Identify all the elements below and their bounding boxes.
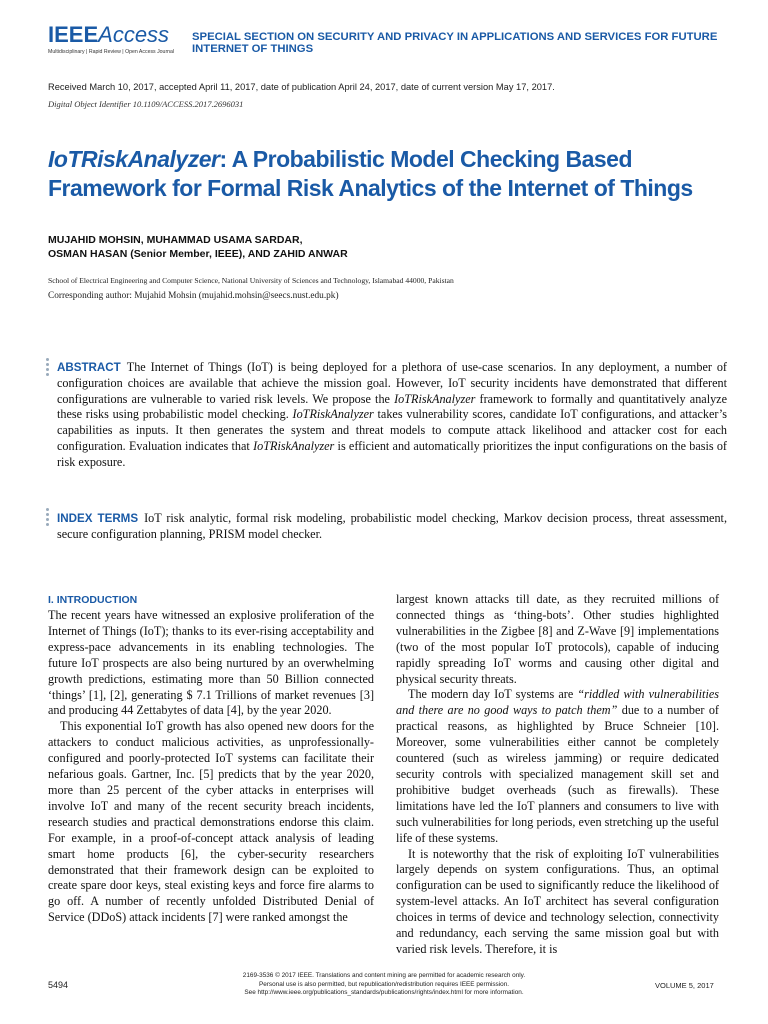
index-terms (57, 511, 727, 543)
copyright-line: 2169-3536 © 2017 IEEE. Translations and content mining are permitted for academic research only. (242, 972, 526, 979)
page-number: 5494 (48, 980, 69, 990)
paragraph: This exponential IoT growth has also opened new doors for the attackers to conduct malicious activities, as unprofessionally-configured and poorly-protected IoT systems can facilitate their nefarious goals. Gartner, Inc. [5] predicts that by the year 2020, more than 25 percent of the cyber attacks in enterprises will involve IoT and many of the recent security breach incidents, research studies and practical demonstrations endorse this claim. For example, in a proof-of-concept attack analysis of leading smart home products [6], the cyber-security researchers demonstrated that their framework design can be exploited to create spare door keys, steal existing keys and force fire alarms to go off. A number of recently unfolded Distributed Denial of Service (DDoS) attack incidents [7] were ranked amongst the (48, 719, 374, 925)
abstract-marker-icon (46, 358, 50, 378)
abstract-label: ABSTRACT (57, 361, 121, 374)
paragraph-text: due to a number of practical reasons, as highlighted by Bruce Schneier [10]. Moreover, some vulnerabilities either cannot be completely countered (such as wireless jamming) or require dedicated security controls with specialized management skill set and prohibitive budget overheads (such as firewalls). These limitations have led the IoT planners and consumers to live with such vulnerabilities for long periods, even stretching up the useful life of these systems. (396, 703, 719, 845)
ieee-access-logo (48, 24, 198, 55)
abstract-italic: IoTRiskAnalyzer (292, 407, 374, 422)
index-terms-label: INDEX TERMS (57, 512, 139, 525)
abstract-text: takes vulnerability scores, candidate IoT configurations, and attacker’s capabilities as inputs. It then generates the system and threat models to compute attack likelihood and attacker cost for each configuration. Evaluation indicates that (57, 407, 727, 453)
copyright-line: See http://www.ieee.org/publications_standards/publications/rights/index.html for more information. (244, 989, 524, 997)
paragraph (396, 687, 719, 846)
received-dates: Received March 10, 2017, accepted April 11, 2017, date of publication April 24, 2017, date of current version May 17, 2017. (48, 82, 555, 92)
volume: VOLUME 5, 2017 (655, 981, 714, 990)
title-italic: IoTRiskAnalyzer (48, 146, 220, 172)
abstract-text: framework to formally and quantitatively analyze these risks using probabilistic model checking. (57, 391, 727, 422)
body-column-right (396, 592, 719, 958)
affiliation: School of Electrical Engineering and Computer Science, National University of Sciences and Technology, Islamabad 44000, Pakistan (48, 276, 454, 285)
author-list (48, 233, 728, 261)
logo-ieee: IEEE (48, 22, 99, 47)
logo-tagline: Multidisciplinary | Rapid Review | Open Access Journal (48, 49, 175, 55)
paragraph: The recent years have witnessed an explosive proliferation of the Internet of Things (IoT); thanks to its ever-rising acceptability and express-pace advancements in its enabling technologies. The future IoT prospects are also being nurtured by an overwhelming growth predictions, estimating more than 50 Billion connected ‘things’ [1], [2], generating $ 7.1 Trillions of market revenues [3] and producing 44 Zettabytes of data [4], by the year 2020. (48, 608, 374, 718)
paragraph: largest known attacks till date, as they recruited millions of connected things as ‘thing-bots’. Other studies highlighted vulnerabilities in the Zigbee [8] and Z-Wave [9] implementations (two of the most popular IoT protocols), capable of inducing rapidly spreading IoT worms and causing other digital and physical security threats. (396, 592, 719, 686)
logo-access: Access (98, 22, 170, 47)
authors-line-1: MUJAHID MOHSIN, MUHAMMAD USAMA SARDAR, (48, 234, 303, 246)
paragraph-text: The modern day IoT systems are (408, 687, 578, 702)
paragraph: It is noteworthy that the risk of exploiting IoT vulnerabilities largely depends on system configurations. Thus, an optimal configuration can be used to significantly reduce the likelihood of system-level attacks. An IoT architect has several configuration choices in terms of device and technology selection, connectivity and redundancy, each serving the same mission goal but with varied risk levels. Therefore, it is (396, 846, 719, 956)
doi: Digital Object Identifier 10.1109/ACCESS.2017.2696031 (48, 99, 244, 109)
paper-title (48, 145, 728, 203)
index-terms-text: IoT risk analytic, formal risk modeling, probabilistic model checking, Markov decision process, threat assessment, secure configuration planning, PRISM model checker. (57, 511, 727, 541)
index-terms-marker-icon (46, 508, 50, 528)
abstract-italic: IoTRiskAnalyzer (394, 391, 476, 406)
section-heading: I. INTRODUCTION (48, 594, 138, 606)
corresponding-author: Corresponding author: Mujahid Mohsin (mujahid.mohsin@seecs.nust.edu.pk) (48, 291, 339, 301)
paragraph-quote: “riddled with vulnerabilities and there are no good ways to patch them” (396, 687, 719, 718)
body-column-left (48, 592, 374, 926)
abstract-text: The Internet of Things (IoT) is being deployed for a plethora of use-case scenarios. In any deployment, a number of configuration choices are available that achieve the mission goal. However, IoT security incidents have demonstrated that different configurations are vulnerable to varied risk levels. We propose the (57, 360, 727, 406)
special-section-title: SPECIAL SECTION ON SECURITY AND PRIVACY IN APPLICATIONS AND SERVICES FOR FUTURE INTERNET OF THINGS (192, 31, 718, 55)
abstract (57, 360, 727, 471)
copyright-line: Personal use is also permitted, but republication/redistribution requires IEEE permission. (258, 980, 510, 988)
authors-line-2: OSMAN HASAN (Senior Member, IEEE), AND ZAHID ANWAR (48, 248, 348, 260)
copyright-notice (190, 972, 578, 998)
abstract-text: is efficient and automatically prioritizes the input configurations on the basis of risk exposure. (57, 438, 727, 469)
title-rest: : A Probabilistic Model Checking Based Framework for Formal Risk Analytics of the Internet of Things (48, 146, 693, 201)
abstract-italic: IoTRiskAnalyzer (253, 438, 335, 453)
